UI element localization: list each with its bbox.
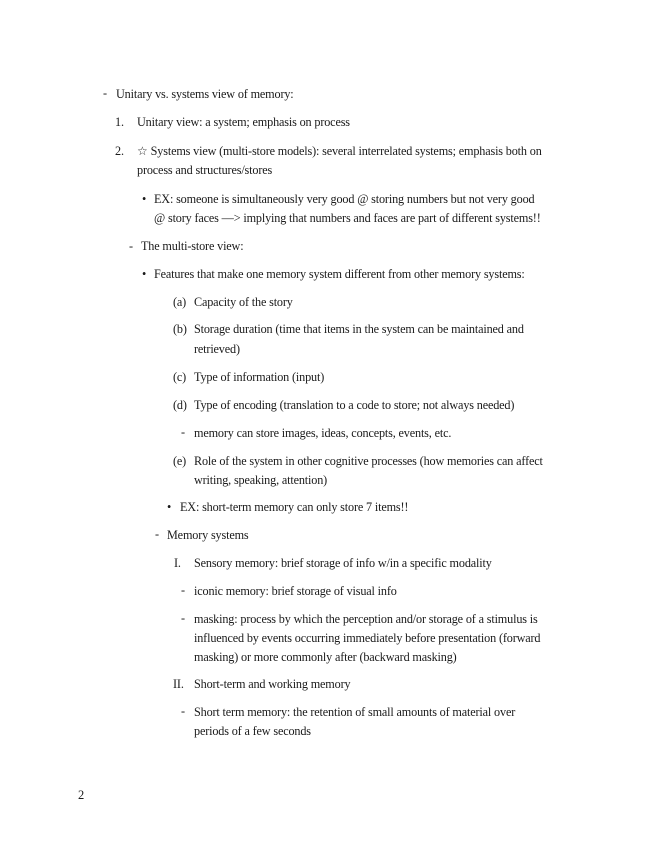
- short-term-line-2: periods of a few seconds: [194, 724, 311, 738]
- feature-d-text: Type of encoding (translation to a code to store; not always needed): [194, 398, 515, 412]
- dash-marker: -: [155, 527, 159, 541]
- number-marker: 1.: [115, 115, 124, 129]
- feature-e-line-1: Role of the system in other cognitive processes (how memories can affect: [194, 454, 543, 468]
- bullet-marker: •: [142, 267, 147, 281]
- outline-heading: Unitary vs. systems view of memory:: [116, 87, 294, 101]
- feature-c-text: Type of information (input): [194, 370, 325, 384]
- systems-view-line-2: process and structures/stores: [137, 163, 273, 177]
- page-number: 2: [78, 788, 85, 802]
- feature-a-text: Capacity of the story: [194, 295, 293, 309]
- systems-view-line-1: ☆ Systems view (multi-store models): several interrelated systems; emphasis both on: [137, 144, 542, 158]
- example-line-2: @ story faces —> implying that numbers and faces are part of different systems!!: [154, 211, 541, 225]
- masking-line-2: influenced by events occurring immediately before presentation (forward: [194, 631, 541, 645]
- memory-systems-heading: Memory systems: [167, 528, 249, 542]
- dash-marker: -: [181, 704, 185, 718]
- letter-marker: (d): [173, 398, 187, 412]
- dash-marker: -: [181, 425, 185, 439]
- feature-b-line-2: retrieved): [194, 342, 240, 356]
- short-term-working-memory-text: Short-term and working memory: [194, 677, 351, 691]
- feature-e-line-2: writing, speaking, attention): [194, 473, 328, 487]
- features-text: Features that make one memory system different from other memory systems:: [154, 267, 525, 281]
- bullet-marker: •: [142, 192, 147, 206]
- unitary-view-text: Unitary view: a system; emphasis on process: [137, 115, 350, 129]
- feature-b-line-1: Storage duration (time that items in the system can be maintained and: [194, 322, 524, 336]
- feature-d-subpoint: memory can store images, ideas, concepts, events, etc.: [194, 426, 452, 440]
- roman-marker: II.: [173, 677, 184, 691]
- sensory-memory-text: Sensory memory: brief storage of info w/in a specific modality: [194, 556, 492, 570]
- iconic-memory-text: iconic memory: brief storage of visual info: [194, 584, 397, 598]
- masking-line-1: masking: process by which the perception and/or storage of a stimulus is: [194, 612, 538, 626]
- dash-marker: -: [103, 86, 107, 100]
- dash-marker: -: [129, 239, 133, 253]
- masking-line-3: masking) or more commonly after (backward masking): [194, 650, 457, 664]
- letter-marker: (a): [173, 295, 187, 309]
- example-short-term: EX: short-term memory can only store 7 items!!: [180, 500, 409, 514]
- number-marker: 2.: [115, 144, 124, 158]
- roman-marker: I.: [174, 556, 181, 570]
- short-term-line-1: Short term memory: the retention of small amounts of material over: [194, 705, 516, 719]
- dash-marker: -: [181, 611, 185, 625]
- example-line-1: EX: someone is simultaneously very good @ storing numbers but not very good: [154, 192, 535, 206]
- letter-marker: (b): [173, 322, 187, 336]
- letter-marker: (e): [173, 454, 187, 468]
- letter-marker: (c): [173, 370, 187, 384]
- multistore-heading: The multi-store view:: [141, 239, 244, 253]
- dash-marker: -: [181, 583, 185, 597]
- bullet-marker: •: [167, 500, 172, 514]
